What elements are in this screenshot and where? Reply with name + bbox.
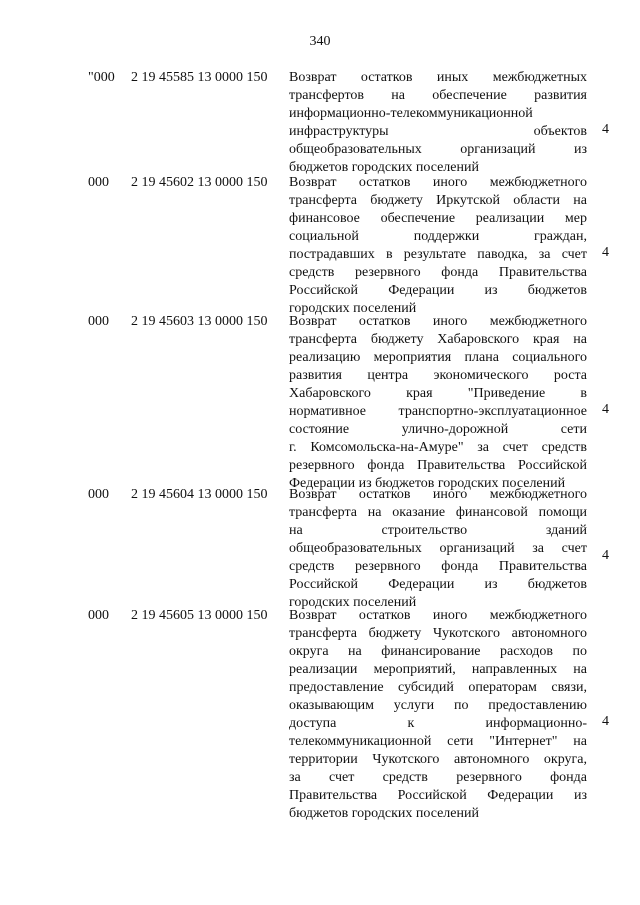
description-line: развития центра экономического роста [289,368,587,383]
row-description [289,486,587,612]
column-4-value: 4 [602,402,609,417]
description-line: средств резервного фонда Правительства [289,559,587,574]
description-line: Федерации из бюджетов городских поселений [289,476,566,491]
description-line: Возврат остатков иных межбюджетных [289,70,587,85]
admin-code: 000 [88,175,109,190]
row-description [289,174,587,318]
description-line: реализации мероприятий, направленных на [289,662,587,677]
description-line: предоставление субсидий операторам связи, [289,680,587,695]
description-line: Правительства Российской Федерации из [289,788,587,803]
description-line: трансфертов на обеспечение развития [289,88,587,103]
column-4-value: 4 [602,548,609,563]
description-line: общеобразовательных организаций за счет [289,541,587,556]
description-line: резервного фонда Правительства Российской [289,458,587,473]
description-line: телекоммуникационной сети "Интернет" на [289,734,587,749]
description-line: территории Чукотского автономного округа, [289,752,587,767]
description-line: бюджетов городских поселений [289,160,479,175]
budget-classification-code: 2 19 45602 13 0000 150 [131,175,268,190]
description-line: Возврат остатков иного межбюджетного [289,608,587,623]
description-line: социальной поддержки граждан, [289,229,587,244]
description-line: инфраструктуры объектов [289,124,587,139]
description-line: Возврат остатков иного межбюджетного [289,175,587,190]
description-line: средств резервного фонда Правительства [289,265,587,280]
description-line: трансферта на оказание финансовой помощи [289,505,587,520]
description-line: финансовое обеспечение реализации мер [289,211,587,226]
description-line: состояние улично-дорожной сети [289,422,587,437]
description-line: трансферта бюджету Иркутской области на [289,193,587,208]
description-line: нормативное транспортно-эксплуатационное [289,404,587,419]
description-line: округа на финансирование расходов по [289,644,587,659]
description-line: городских поселений [289,595,417,610]
description-line: пострадавших в результате паводка, за счет [289,247,587,262]
admin-code: "000 [88,70,115,85]
admin-code: 000 [88,314,109,329]
page-number: 340 [309,34,331,49]
description-line: Возврат остатков иного межбюджетного [289,314,587,329]
column-4-value: 4 [602,714,609,729]
description-line: реализацию мероприятия плана социального [289,350,587,365]
description-line: доступа к информационно- [289,716,587,731]
column-4-value: 4 [602,122,609,137]
admin-code: 000 [88,608,109,623]
description-line: за счет средств резервного фонда [289,770,587,785]
budget-classification-code: 2 19 45605 13 0000 150 [131,608,268,623]
description-line: Российской Федерации из бюджетов [289,577,587,592]
description-line: трансферта бюджету Чукотского автономного [289,626,587,641]
description-line: трансферта бюджету Хабаровского края на [289,332,587,347]
budget-classification-code: 2 19 45585 13 0000 150 [131,70,268,85]
description-line: Российской Федерации из бюджетов [289,283,587,298]
description-line: городских поселений [289,301,417,316]
row-description [289,69,587,177]
row-description [289,607,587,823]
budget-classification-code: 2 19 45603 13 0000 150 [131,314,268,329]
description-line: Возврат остатков иного межбюджетного [289,487,587,502]
description-line: информационно-телекоммуникационной [289,106,533,121]
description-line: Хабаровского края "Приведение в [289,386,587,401]
admin-code: 000 [88,487,109,502]
description-line: бюджетов городских поселений [289,806,479,821]
row-description [289,313,587,493]
description-line: оказывающим услуги по предоставлению [289,698,587,713]
description-line: на строительство зданий [289,523,587,538]
column-4-value: 4 [602,245,609,260]
budget-classification-code: 2 19 45604 13 0000 150 [131,487,268,502]
description-line: общеобразовательных организаций из [289,142,587,157]
description-line: г. Комсомольска-на-Амуре" за счет средств [289,440,587,455]
